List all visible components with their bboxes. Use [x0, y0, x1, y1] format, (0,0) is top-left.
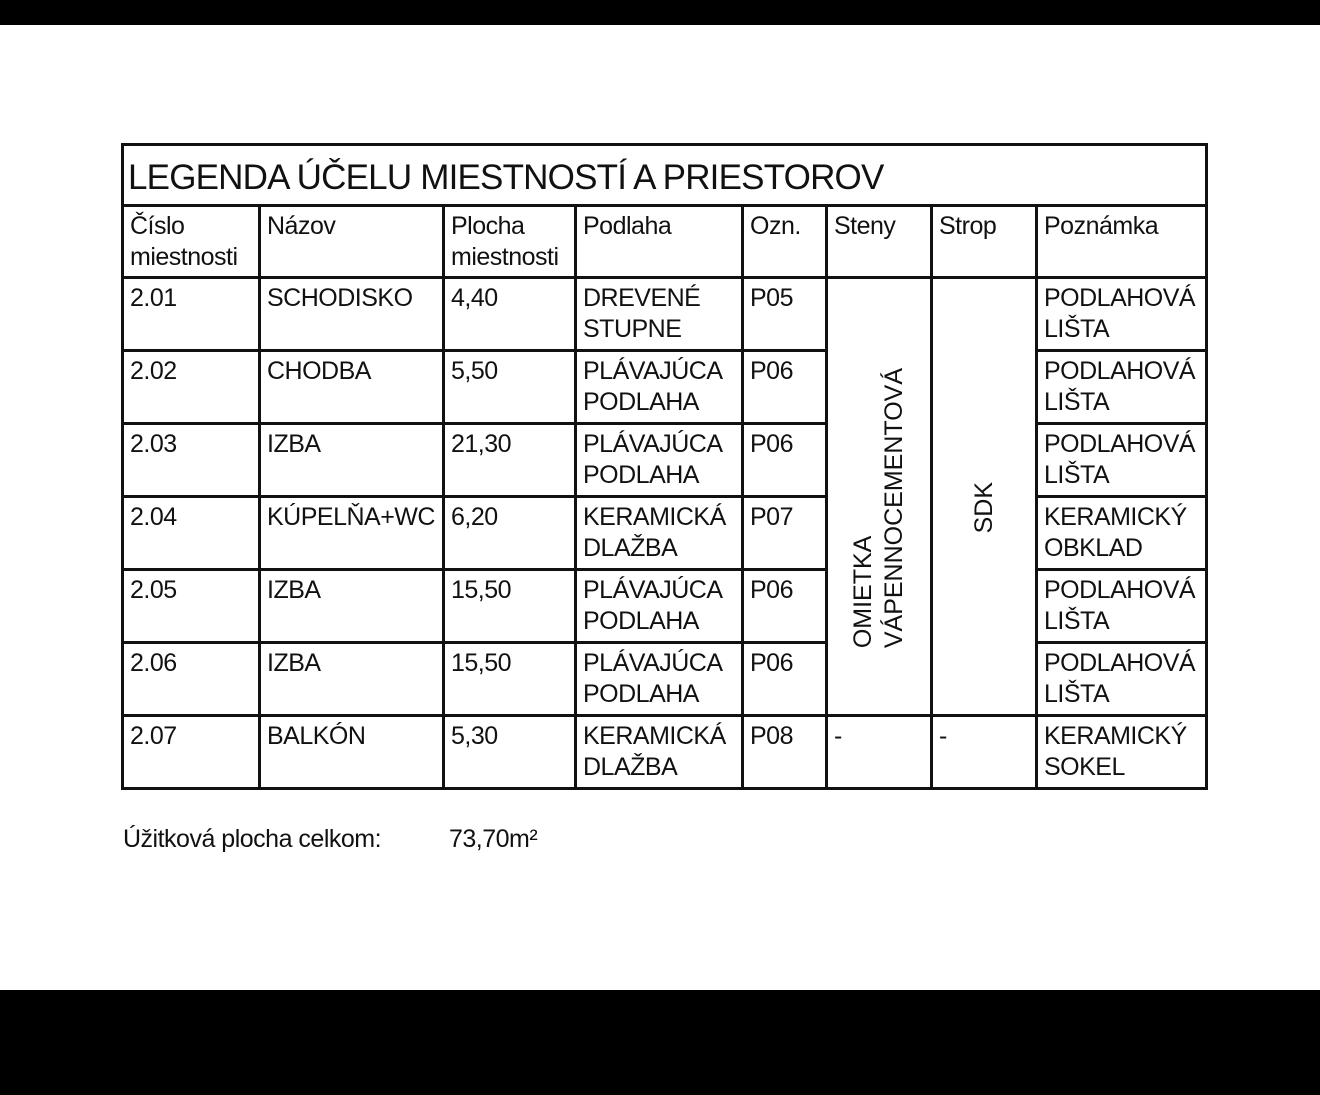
steny-merged-text: OMIETKA VÁPENNOCEMENTOVÁ	[849, 367, 908, 649]
cell-steny-merged	[827, 278, 932, 716]
cell-poznamka: PODLAHOVÁ LIŠTA	[1037, 424, 1207, 497]
cell-cislo: 2.05	[123, 570, 260, 643]
cell-ozn: P08	[743, 716, 827, 789]
total-area-label: Úžitková plocha celkom:	[123, 825, 382, 853]
cell-nazov: KÚPELŇA+WC	[260, 497, 444, 570]
cell-cislo: 2.06	[123, 643, 260, 716]
table-row	[123, 278, 1207, 351]
cell-cislo: 2.04	[123, 497, 260, 570]
cell-plocha: 15,50	[444, 570, 576, 643]
cell-poznamka: PODLAHOVÁ LIŠTA	[1037, 351, 1207, 424]
cell-cislo: 2.01	[123, 278, 260, 351]
header-strop: Strop	[932, 206, 1037, 278]
strop-merged-text: SDK	[969, 482, 998, 534]
header-plocha: Plocha miestnosti	[444, 206, 576, 278]
cell-plocha: 6,20	[444, 497, 576, 570]
cell-plocha: 21,30	[444, 424, 576, 497]
header-podlaha: Podlaha	[576, 206, 743, 278]
header-ozn: Ozn.	[743, 206, 827, 278]
cell-nazov: IZBA	[260, 643, 444, 716]
cell-podlaha: PLÁVAJÚCA PODLAHA	[576, 570, 743, 643]
cell-cislo: 2.03	[123, 424, 260, 497]
cell-poznamka: PODLAHOVÁ LIŠTA	[1037, 278, 1207, 351]
table-row	[123, 570, 1207, 643]
document-page	[0, 25, 1320, 990]
cell-ozn: P06	[743, 643, 827, 716]
header-poznamka: Poznámka	[1037, 206, 1207, 278]
cell-plocha: 5,50	[444, 351, 576, 424]
cell-podlaha: DREVENÉ STUPNE	[576, 278, 743, 351]
cell-cislo: 2.02	[123, 351, 260, 424]
cell-nazov: CHODBA	[260, 351, 444, 424]
table-row	[123, 716, 1207, 789]
cell-poznamka: PODLAHOVÁ LIŠTA	[1037, 643, 1207, 716]
cell-strop-merged	[932, 278, 1037, 716]
cell-steny: -	[827, 716, 932, 789]
cell-podlaha: KERAMICKÁ DLAŽBA	[576, 497, 743, 570]
table-title: LEGENDA ÚČELU MIESTNOSTÍ A PRIESTOROV	[123, 145, 1207, 206]
table-row	[123, 424, 1207, 497]
cell-nazov: IZBA	[260, 424, 444, 497]
table-row	[123, 351, 1207, 424]
header-cislo: Číslo miestnosti	[123, 206, 260, 278]
cell-poznamka: KERAMICKÝ SOKEL	[1037, 716, 1207, 789]
header-steny: Steny	[827, 206, 932, 278]
total-area-value: 73,70m²	[449, 825, 538, 853]
cell-cislo: 2.07	[123, 716, 260, 789]
table-row	[123, 643, 1207, 716]
cell-podlaha: PLÁVAJÚCA PODLAHA	[576, 424, 743, 497]
cell-nazov: SCHODISKO	[260, 278, 444, 351]
cell-podlaha: PLÁVAJÚCA PODLAHA	[576, 643, 743, 716]
cell-ozn: P07	[743, 497, 827, 570]
room-legend-table	[121, 143, 1208, 790]
cell-plocha: 4,40	[444, 278, 576, 351]
table-row	[123, 497, 1207, 570]
cell-strop: -	[932, 716, 1037, 789]
cell-podlaha: PLÁVAJÚCA PODLAHA	[576, 351, 743, 424]
header-nazov: Názov	[260, 206, 444, 278]
cell-podlaha: KERAMICKÁ DLAŽBA	[576, 716, 743, 789]
cell-ozn: P06	[743, 570, 827, 643]
cell-ozn: P06	[743, 424, 827, 497]
cell-ozn: P05	[743, 278, 827, 351]
header-row	[123, 206, 1207, 278]
cell-nazov: BALKÓN	[260, 716, 444, 789]
cell-plocha: 5,30	[444, 716, 576, 789]
cell-poznamka: KERAMICKÝ OBKLAD	[1037, 497, 1207, 570]
cell-plocha: 15,50	[444, 643, 576, 716]
cell-poznamka: PODLAHOVÁ LIŠTA	[1037, 570, 1207, 643]
cell-nazov: IZBA	[260, 570, 444, 643]
cell-ozn: P06	[743, 351, 827, 424]
